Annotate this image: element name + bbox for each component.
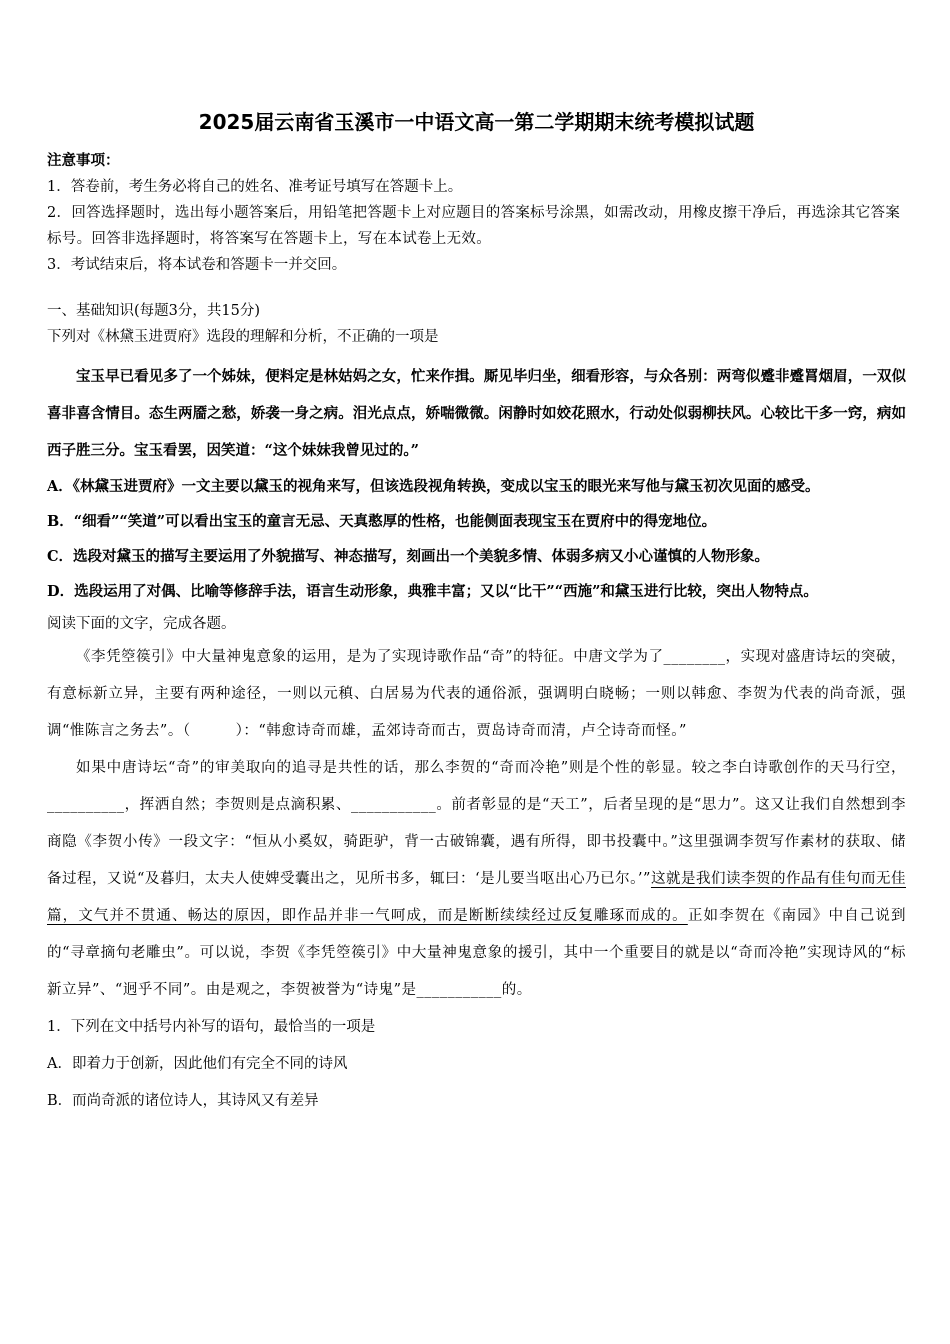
notice-item: 1．答卷前，考生务必将自己的姓名、准考证号填写在答题卡上。 [47, 179, 463, 195]
option-d: D．选段运用了对偶、比喻等修辞手法，语言生动形象，典雅丰富；又以“比干”“西施”和黛玉进行比较，突出人物特点。 [47, 583, 818, 600]
question-stem: 下列对《林黛玉进贾府》选段的理解和分析，不正确的一项是 [47, 329, 439, 345]
option-a: A．《林黛玉进贾府》一文主要以黛玉的视角来写，但该选段视角转换，变成以宝玉的眼光来写他与黛玉初次见面的感受。 [47, 478, 820, 495]
option-b: B．“细看”“笑道”可以看出宝玉的童言无忌、天真憨厚的性格，也能侧面表现宝玉在贾府中的得宠地位。 [47, 513, 717, 530]
excerpt-passage: 宝玉早已看见多了一个姊妹，便料定是林姑妈之女，忙来作揖。厮见毕归坐，细看形容，与众各别：两弯似蹙非蹙罥烟眉，一双似喜非喜含情目。态生两靥之愁，娇袭一身之病。泪光点点，娇喘微微。闲静时如姣花照水，行动处似弱柳扶风。心较比干多一窍，病如西子胜三分。宝玉看罢，因笑道：“这个妹妹我曾见过的。” [47, 368, 906, 459]
question-1-option-a: A．即着力于创新，因此他们有完全不同的诗风 [47, 1056, 348, 1072]
question-1-option-b: B．而尚奇派的诸位诗人，其诗风又有差异 [47, 1093, 319, 1109]
reading-paragraph-2 [47, 750, 906, 1009]
question-1: 1．下列在文中括号内补写的语句，最恰当的一项是 [47, 1019, 376, 1035]
section-heading: 一、基础知识(每题3分，共15分) [47, 303, 260, 319]
option-c: C．选段对黛玉的描写主要运用了外貌描写、神态描写，刻画出一个美貌多情、体弱多病又小心谨慎的人物形象。 [47, 548, 770, 565]
paragraph-text: 如果中唐诗坛“奇”的审美取向的追寻是共性的话，那么李贺的“奇而冷艳”则是个性的彰显。较之李白诗歌创作的天马行空，__________，挥洒自然；李贺则是点滴积累、___________。前者彰显的是“天工”，后者呈现的是“思力”。这又让我们自然想到李商隐《李贺小传》一段文字：“恒从小奚奴，骑距驴，背一古破锦囊，遇有所得，即书投囊中。”这里强调李贺写作素材的获取、储备过程，又说“及暮归，太夫人使婢受囊出之，见所书多，辄曰：‘是儿要当呕出心乃已尔。’” [47, 760, 906, 887]
underlined-sentence: 这就是我们读李贺的作品有佳句而无佳篇，文气并不贯通、畅达的原因，即作品并非一气呵成，而是断断续续经过反复雕琢而成的。 [47, 871, 906, 924]
notice-heading: 注意事项： [47, 152, 120, 169]
paragraph-text: 正如李贺在《南园》中自己说到的“寻章摘句老雕虫”。可以说，李贺《李凭箜篌引》中大量神鬼意象的援引，其中一个重要目的就是以“奇而冷艳”实现诗风的“标新立异”、“迥乎不同”。由是观之，李贺被誉为“诗鬼”是___________的。 [47, 908, 906, 998]
page-title: 2025届云南省玉溪市一中语文高一第二学期期末统考模拟试题 [198, 110, 755, 134]
reading-paragraph-1: 《李凭箜篌引》中大量神鬼意象的运用，是为了实现诗歌作品“奇”的特征。中唐文学为了________，实现对盛唐诗坛的突破，有意标新立异，主要有两种途径，一则以元稹、白居易为代表的通俗派，强调明白晓畅；一则以韩愈、李贺为代表的尚奇派，强调“惟陈言之务去”。（ ）：“韩愈诗奇而雄，孟郊诗奇而古，贾岛诗奇而清，卢仝诗奇而怪。” [47, 649, 906, 739]
notice-item: 3．考试结束后，将本试卷和答题卡一并交回。 [47, 257, 347, 273]
reading-instruction: 阅读下面的文字，完成各题。 [47, 616, 236, 632]
notice-item: 2．回答选择题时，选出每小题答案后，用铅笔把答题卡上对应题目的答案标号涂黑，如需改动，用橡皮擦干净后，再选涂其它答案标号。回答非选择题时，将答案写在答题卡上，写在本试卷上无效。 [47, 205, 901, 247]
